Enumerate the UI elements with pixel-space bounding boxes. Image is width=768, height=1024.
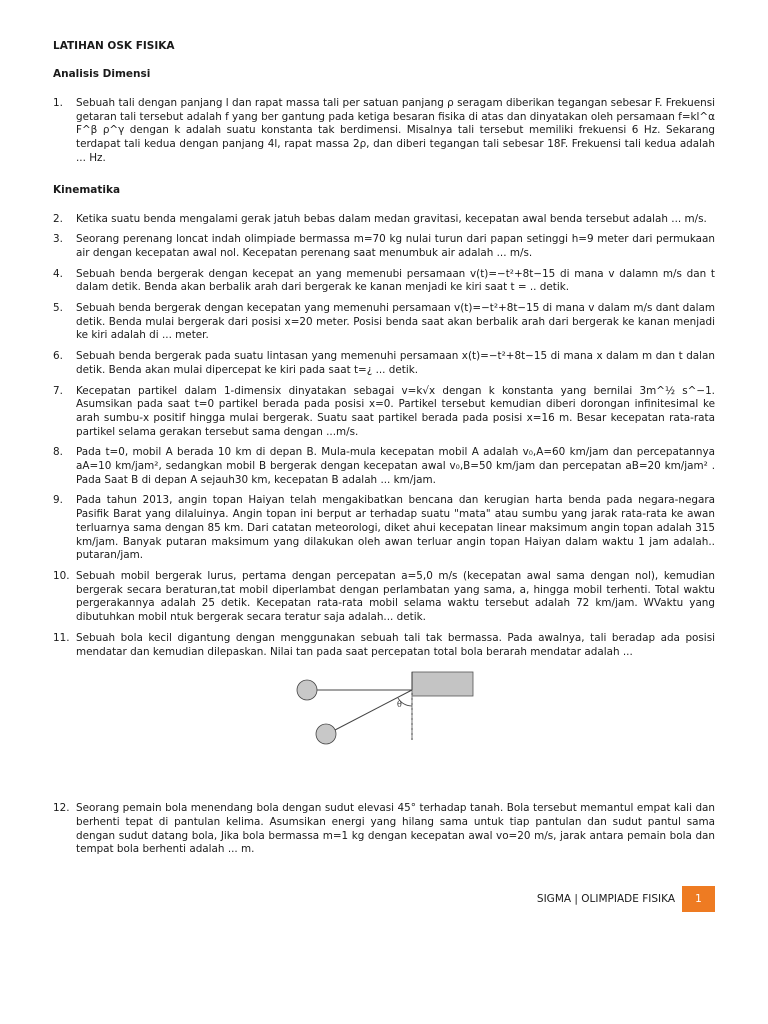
question-item	[53, 350, 715, 377]
question-item	[53, 385, 715, 440]
question-item	[53, 570, 715, 625]
question-number: 12.	[53, 802, 70, 815]
page-footer	[0, 886, 768, 912]
question-text: Pada tahun 2013, angin topan Haiyan telah mengakibatkan bencana dan kerugian harta benda pada negara-negara Pasifik Barat yang dilaluinya. Angin topan ini berput ar terhadap suatu "mata" atau sumbu yang jarak rata-rata ke awan terluarnya sama dengan 85 km. Dari catatan meteorologi, diket ahui kecepatan linear maksimum angin topan adalah 315 km/jam. Banyak putaran maksimum yang dilakukan oleh awan terluar angin topan Haiyan dalam waktu 1 jam adalah.. putaran/jam.	[76, 494, 715, 562]
section-heading-dimension: Analisis Dimensi	[53, 68, 151, 80]
ball-initial	[297, 680, 317, 700]
pendulum-figure	[53, 666, 715, 758]
question-number: 2.	[53, 212, 63, 225]
question-text: Sebuah benda bergerak dengan kecepat an yang memenubi persamaan v(t)=−t²+8t−15 di mana v dalamn m/s dan t dalam detik. Benda akan berbalik arah dari bergerak ke kanan menjadi ke kiri saat t = .. detik.	[76, 267, 715, 294]
question-list-dimension	[53, 97, 715, 166]
question-item	[53, 97, 715, 166]
question-list-kinematics	[53, 213, 715, 660]
question-number: 7.	[53, 384, 63, 397]
document-title: LATIHAN OSK FISIKA	[53, 40, 175, 52]
question-text: Kecepatan partikel dalam 1-dimensix dinyatakan sebagai v=k√x dengan k konstanta yang bernilai 3m^½ s^−1. Asumsikan pada saat t=0 partikel berada pada posisi x=0. Partikel tersebut kemudian diberi dorongan infinitesimal ke arah sumbu-x positif hingga mulai bergerak. Suatu saat partikel berada pada posisi x=16 m. Besar kecepatan rata-rata partikel selama gerakan tersebut sama dengan ...m/s.	[76, 384, 715, 438]
question-item	[53, 233, 715, 260]
document-content	[53, 40, 715, 864]
footer-label: SIGMA | OLIMPIADE FISIKA	[536, 893, 675, 905]
question-item	[53, 302, 715, 343]
question-item	[53, 213, 715, 227]
question-text: Sebuah mobil bergerak lurus, pertama dengan percepatan a=5,0 m/s (kecepatan awal sama dengan nol), kemudian bergerak secara beraturan,tat mobil diperlambat dengan perlambatan yang sama, a, hingga mobil terhenti. Total waktu pergerakannya adalah 25 detik. Kecepatan rata-rata mobil selama waktu tersebut adalah 72 km/jam. WVaktu yang dibutuhkan mobil ntuk bergerak secara teratur saja adalah... detik.	[76, 569, 715, 624]
question-text: Seorang pemain bola menendang bola dengan sudut elevasi 45° terhadap tanah. Bola tersebut memantul empat kali dan berhenti tepat di pantulan kelima. Asumsikan energi yang hilang sama untuk tiap pantulan dan sudut pantul sama dengan sudut datang bola, Jika bola bermassa m=1 kg dengan kecepatan awal vo=20 m/s, jarak antara pemain bola dan tempat bola berhenti adalah ... m.	[76, 802, 715, 856]
angle-theta-label: θ	[397, 700, 402, 710]
question-text: Sebuah tali dengan panjang l dan rapat massa tali per satuan panjang ρ seragam diberikan tegangan sebesar F. Frekuensi getaran tali tersebut adalah f yang ber gantung pada ketiga besaran fisika di atas dan dinyatakan oleh persamaan f=kl^α F^β ρ^γ dengan k adalah suatu konstanta tak berdimensi. Misalnya tali tersebut memiliki frekuensi 6 Hz. Sekarang terdapat tali kedua dengan panjang 4l, rapat massa 2ρ, dan diberi tegangan tali sebesar 18F. Frekuensi tali kedua adalah ... Hz.	[76, 97, 715, 164]
question-text: Sebuah benda bergerak pada suatu lintasan yang memenuhi persamaan x(t)=−t²+8t−15 di mana x dalam m dan t dalan detik. Benda akan mulai dipercepat ke kiri pada saat t=¿ ... detik.	[76, 350, 715, 376]
question-number: 4.	[53, 267, 63, 280]
question-number: 6.	[53, 350, 63, 363]
question-number: 5.	[53, 302, 63, 315]
question-number: 8.	[53, 446, 63, 459]
question-item	[53, 632, 715, 659]
question-text: Seorang perenang loncat indah olimpiade bermassa m=70 kg nulai turun dari papan setinggi h=9 meter dari permukaan air dengan kecepatan awal nol. Kecepatan perenang saat menumbuk air adalah ... m/s.	[76, 233, 715, 259]
question-number: 3.	[53, 233, 63, 246]
question-list-kinematics-cont	[53, 802, 715, 857]
question-text: Ketika suatu benda mengalami gerak jatuh bebas dalam medan gravitasi, kecepatan awal benda tersebut adalah ... m/s.	[76, 212, 707, 225]
ball-swinging	[316, 724, 336, 744]
question-text: Sebuah benda bergerak dengan kecepatan yang memenuhi persamaan v(t)=−t²+8t−15 di mana v dalam m/s dant dalam detik. Benda mulai bergerak dari posisi x=20 meter. Posisi benda saat akan berbalik arah dari bergerak ke kanan menjadi ke kiri adalah di ... meter.	[76, 302, 715, 342]
pendulum-diagram	[53, 666, 715, 758]
question-number: 11.	[53, 631, 70, 644]
question-item	[53, 494, 715, 563]
question-item	[53, 446, 715, 487]
question-text: Pada t=0, mobil A berada 10 km di depan B. Mula-mula kecepatan mobil A adalah v₀,A=60 km/jam dan percepatannya aA=10 km/jam², sedangkan mobil B bergerak dengan kecepatan awal v₀,B=50 km/jam dan percepatan aB=20 km/jam² . Pada Saat B di depan A sejauh30 km, kecepatan B adalah ... km/jam.	[76, 446, 715, 486]
question-number: 1.	[53, 97, 63, 109]
question-text: Sebuah bola kecil digantung dengan menggunakan sebuah tali tak bermassa. Pada awalnya, tali beradap ada posisi mendatar dan kemudian dilepaskan. Nilai tan pada saat percepatan total bola berarah mendatar adalah ...	[76, 631, 715, 658]
question-number: 10.	[53, 569, 70, 582]
section-heading-kinematics: Kinematika	[53, 183, 121, 196]
support-block	[412, 672, 473, 696]
question-number: 9.	[53, 494, 63, 507]
question-item	[53, 268, 715, 295]
question-item	[53, 802, 715, 857]
page-number-badge: 1	[682, 886, 715, 912]
